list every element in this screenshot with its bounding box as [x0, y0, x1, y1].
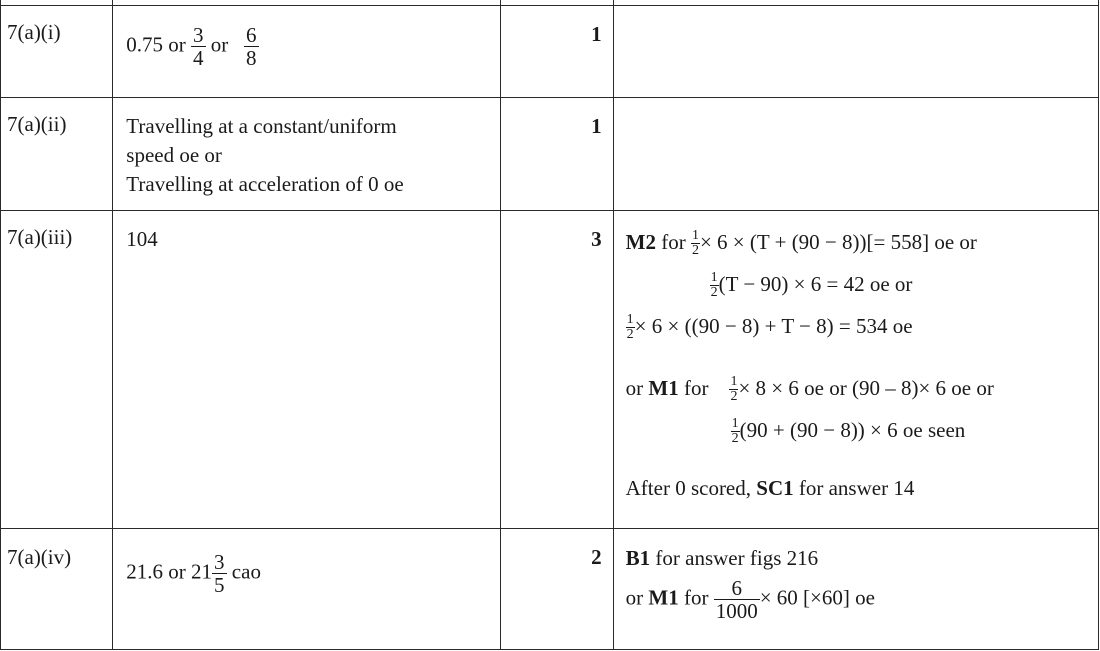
- guidance-cell: [613, 210, 1098, 528]
- fraction-denominator: 5: [214, 572, 225, 597]
- guidance-text: oe: [887, 313, 913, 338]
- answer-line: Travelling at acceleration of 0 oe: [126, 171, 404, 196]
- guidance-text: for: [678, 584, 714, 609]
- fraction-denominator: 1000: [715, 598, 758, 623]
- mark-code: M1: [648, 584, 679, 609]
- question-number: 7(a)(iv): [1, 528, 113, 649]
- guidance-text: oe seen: [897, 417, 966, 442]
- answer-cell: [113, 97, 501, 210]
- fraction-numerator: 6: [714, 577, 760, 600]
- guidance-line: [626, 367, 1088, 409]
- guidance-text: for: [678, 375, 714, 400]
- answer-text: or: [205, 31, 234, 56]
- guidance-text: oe or: [929, 229, 977, 254]
- fraction-numerator: 6: [246, 22, 257, 47]
- math-expression: × 6 × (T + (90 − 8))[= 558]: [699, 229, 930, 254]
- math-expression: (T − 90) × 6 = 42: [718, 271, 865, 296]
- guidance-line: [626, 409, 1088, 451]
- fraction: [244, 24, 259, 69]
- half-fraction: [710, 271, 719, 301]
- guidance-line: [626, 543, 1088, 573]
- guidance-cell: [613, 528, 1098, 649]
- fraction-denominator: 2: [731, 431, 739, 447]
- half-fraction: [731, 417, 740, 447]
- math-expression: × 6 × ((90 − 8) + T − 8) = 534: [634, 313, 888, 338]
- fraction-denominator: 4: [193, 45, 204, 70]
- guidance-text: for: [655, 229, 691, 254]
- guidance-text: for answer figs 216: [650, 545, 819, 570]
- guidance-text: or: [625, 584, 649, 609]
- fraction-numerator: 3: [193, 22, 204, 47]
- fraction-numerator: 3: [214, 549, 225, 574]
- fraction-numerator: 1: [730, 373, 738, 389]
- table-row: [1, 5, 1099, 97]
- mark-code: M1: [648, 375, 679, 400]
- answer-text: cao: [226, 558, 261, 583]
- guidance-text: oe or: [864, 271, 913, 296]
- guidance-line: [626, 263, 1088, 305]
- fraction-numerator: 1: [731, 415, 739, 431]
- answer-cell: 104: [113, 210, 501, 528]
- guidance-line: [626, 473, 1088, 503]
- mark-value: 1: [501, 97, 613, 210]
- answer-text: 0.75 or: [126, 31, 192, 56]
- mark-code: SC1: [756, 475, 794, 500]
- mark-value: 3: [501, 210, 613, 528]
- guidance-text: or: [625, 375, 649, 400]
- table-row: [1, 210, 1099, 528]
- answer-text: 21.6 or 21: [126, 558, 213, 583]
- mark-value: 2: [501, 528, 613, 649]
- table-row: [1, 528, 1099, 649]
- fraction: [191, 24, 206, 69]
- question-number: 7(a)(i): [1, 5, 113, 97]
- guidance-line: [626, 577, 1088, 622]
- guidance-text: oe or (90 – 8)× 6 oe or: [798, 375, 994, 400]
- answer-cell: [113, 528, 501, 649]
- guidance-cell: [613, 5, 1098, 97]
- guidance-line: [626, 221, 1088, 263]
- question-number: 7(a)(ii): [1, 97, 113, 210]
- answer-cell: [113, 5, 501, 97]
- half-fraction: [691, 229, 700, 259]
- math-expression: × 60 [×60]: [759, 584, 850, 609]
- guidance-text: for answer 14: [793, 475, 915, 500]
- table-row: [1, 97, 1099, 210]
- spacer: [626, 451, 1088, 473]
- half-fraction: [626, 313, 635, 343]
- mark-code: B1: [625, 545, 651, 570]
- spacer: [626, 347, 1088, 367]
- guidance-line: [626, 305, 1088, 347]
- fraction-denominator: 2: [691, 243, 699, 259]
- fraction: [212, 551, 227, 596]
- fraction-numerator: 1: [691, 227, 699, 243]
- guidance-text: oe: [849, 584, 875, 609]
- math-expression: × 8 × 6: [738, 375, 799, 400]
- math-expression: (90 + (90 − 8)) × 6: [739, 417, 898, 442]
- guidance-cell: [613, 97, 1098, 210]
- fraction-denominator: 8: [246, 45, 257, 70]
- guidance-text: After 0 scored,: [625, 475, 757, 500]
- question-number: 7(a)(iii): [1, 210, 113, 528]
- fraction-denominator: 2: [626, 327, 634, 343]
- mark-code: M2: [625, 229, 656, 254]
- fraction-numerator: 1: [710, 269, 718, 285]
- fraction-numerator: 1: [626, 311, 634, 327]
- answer-line: speed oe or: [126, 142, 222, 167]
- mark-value: 1: [501, 5, 613, 97]
- fraction: [714, 577, 760, 622]
- fraction-denominator: 2: [710, 285, 718, 301]
- fraction-denominator: 2: [730, 389, 738, 405]
- answer-line: Travelling at a constant/uniform: [126, 113, 397, 138]
